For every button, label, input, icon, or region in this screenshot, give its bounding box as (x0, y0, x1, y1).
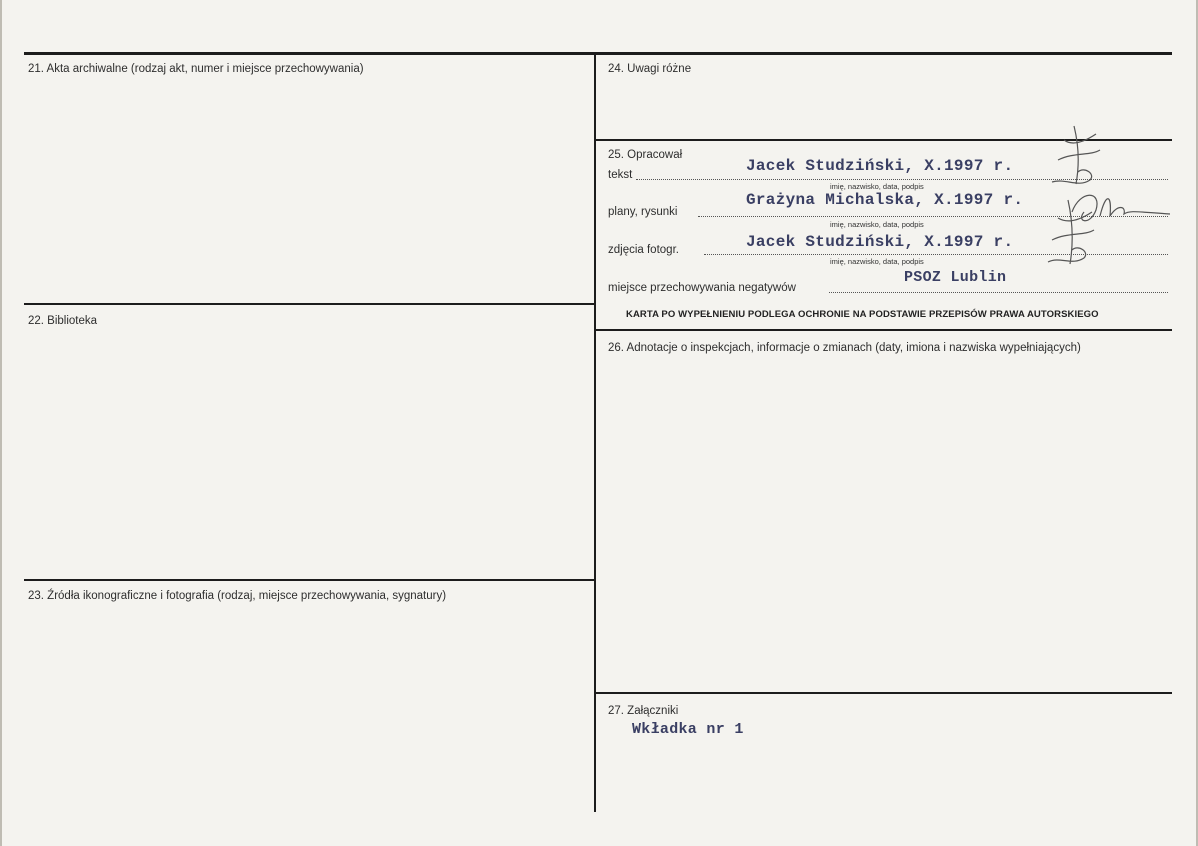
section-25-label: 25. Opracował (608, 149, 683, 161)
negatywy-dotted-line (829, 292, 1168, 293)
paper-edge-left (0, 0, 2, 846)
divider-21-22 (24, 303, 595, 305)
section-22-label: 22. Biblioteka (28, 315, 98, 327)
tekst-label: tekst (608, 169, 633, 181)
divider-notice (595, 329, 1172, 331)
negatywy-label: miejsce przechowywania negatywów (608, 282, 796, 294)
divider-26-27 (595, 692, 1172, 694)
plany-label: plany, rysunki (608, 206, 678, 218)
section-26-label: 26. Adnotacje o inspekcjach, informacje o zmianach (daty, imiona i nazwiska wypełniających) (608, 342, 1081, 354)
center-divider (594, 52, 596, 812)
plany-value: Grażyna Michalska, X.1997 r. (746, 191, 1024, 209)
plany-caption: imię, nazwisko, data, podpis (830, 220, 924, 229)
section-27-value: Wkładka nr 1 (632, 721, 744, 738)
section-21-label: 21. Akta archiwalne (rodzaj akt, numer i miejsce przechowywania) (28, 63, 364, 75)
divider-22-23 (24, 579, 595, 581)
section-24-label: 24. Uwagi różne (608, 63, 692, 75)
section-27-label: 27. Załączniki (608, 705, 679, 717)
signature-jacek-2 (1040, 196, 1100, 271)
zdjecia-value: Jacek Studziński, X.1997 r. (746, 233, 1014, 251)
tekst-value: Jacek Studziński, X.1997 r. (746, 157, 1014, 175)
section-23-label: 23. Źródła ikonograficzne i fotografia (rodzaj, miejsce przechowywania, sygnatury) (28, 590, 447, 602)
zdjecia-caption: imię, nazwisko, data, podpis (830, 257, 924, 266)
tekst-caption: imię, nazwisko, data, podpis (830, 182, 924, 191)
negatywy-value: PSOZ Lublin (904, 269, 1007, 286)
zdjecia-label: zdjęcia fotogr. (608, 244, 679, 256)
copyright-notice: KARTA PO WYPEŁNIENIU PODLEGA OCHRONIE NA PODSTAWIE PRZEPISÓW PRAWA AUTORSKIEGO (626, 309, 1099, 320)
top-rule (24, 52, 1172, 55)
